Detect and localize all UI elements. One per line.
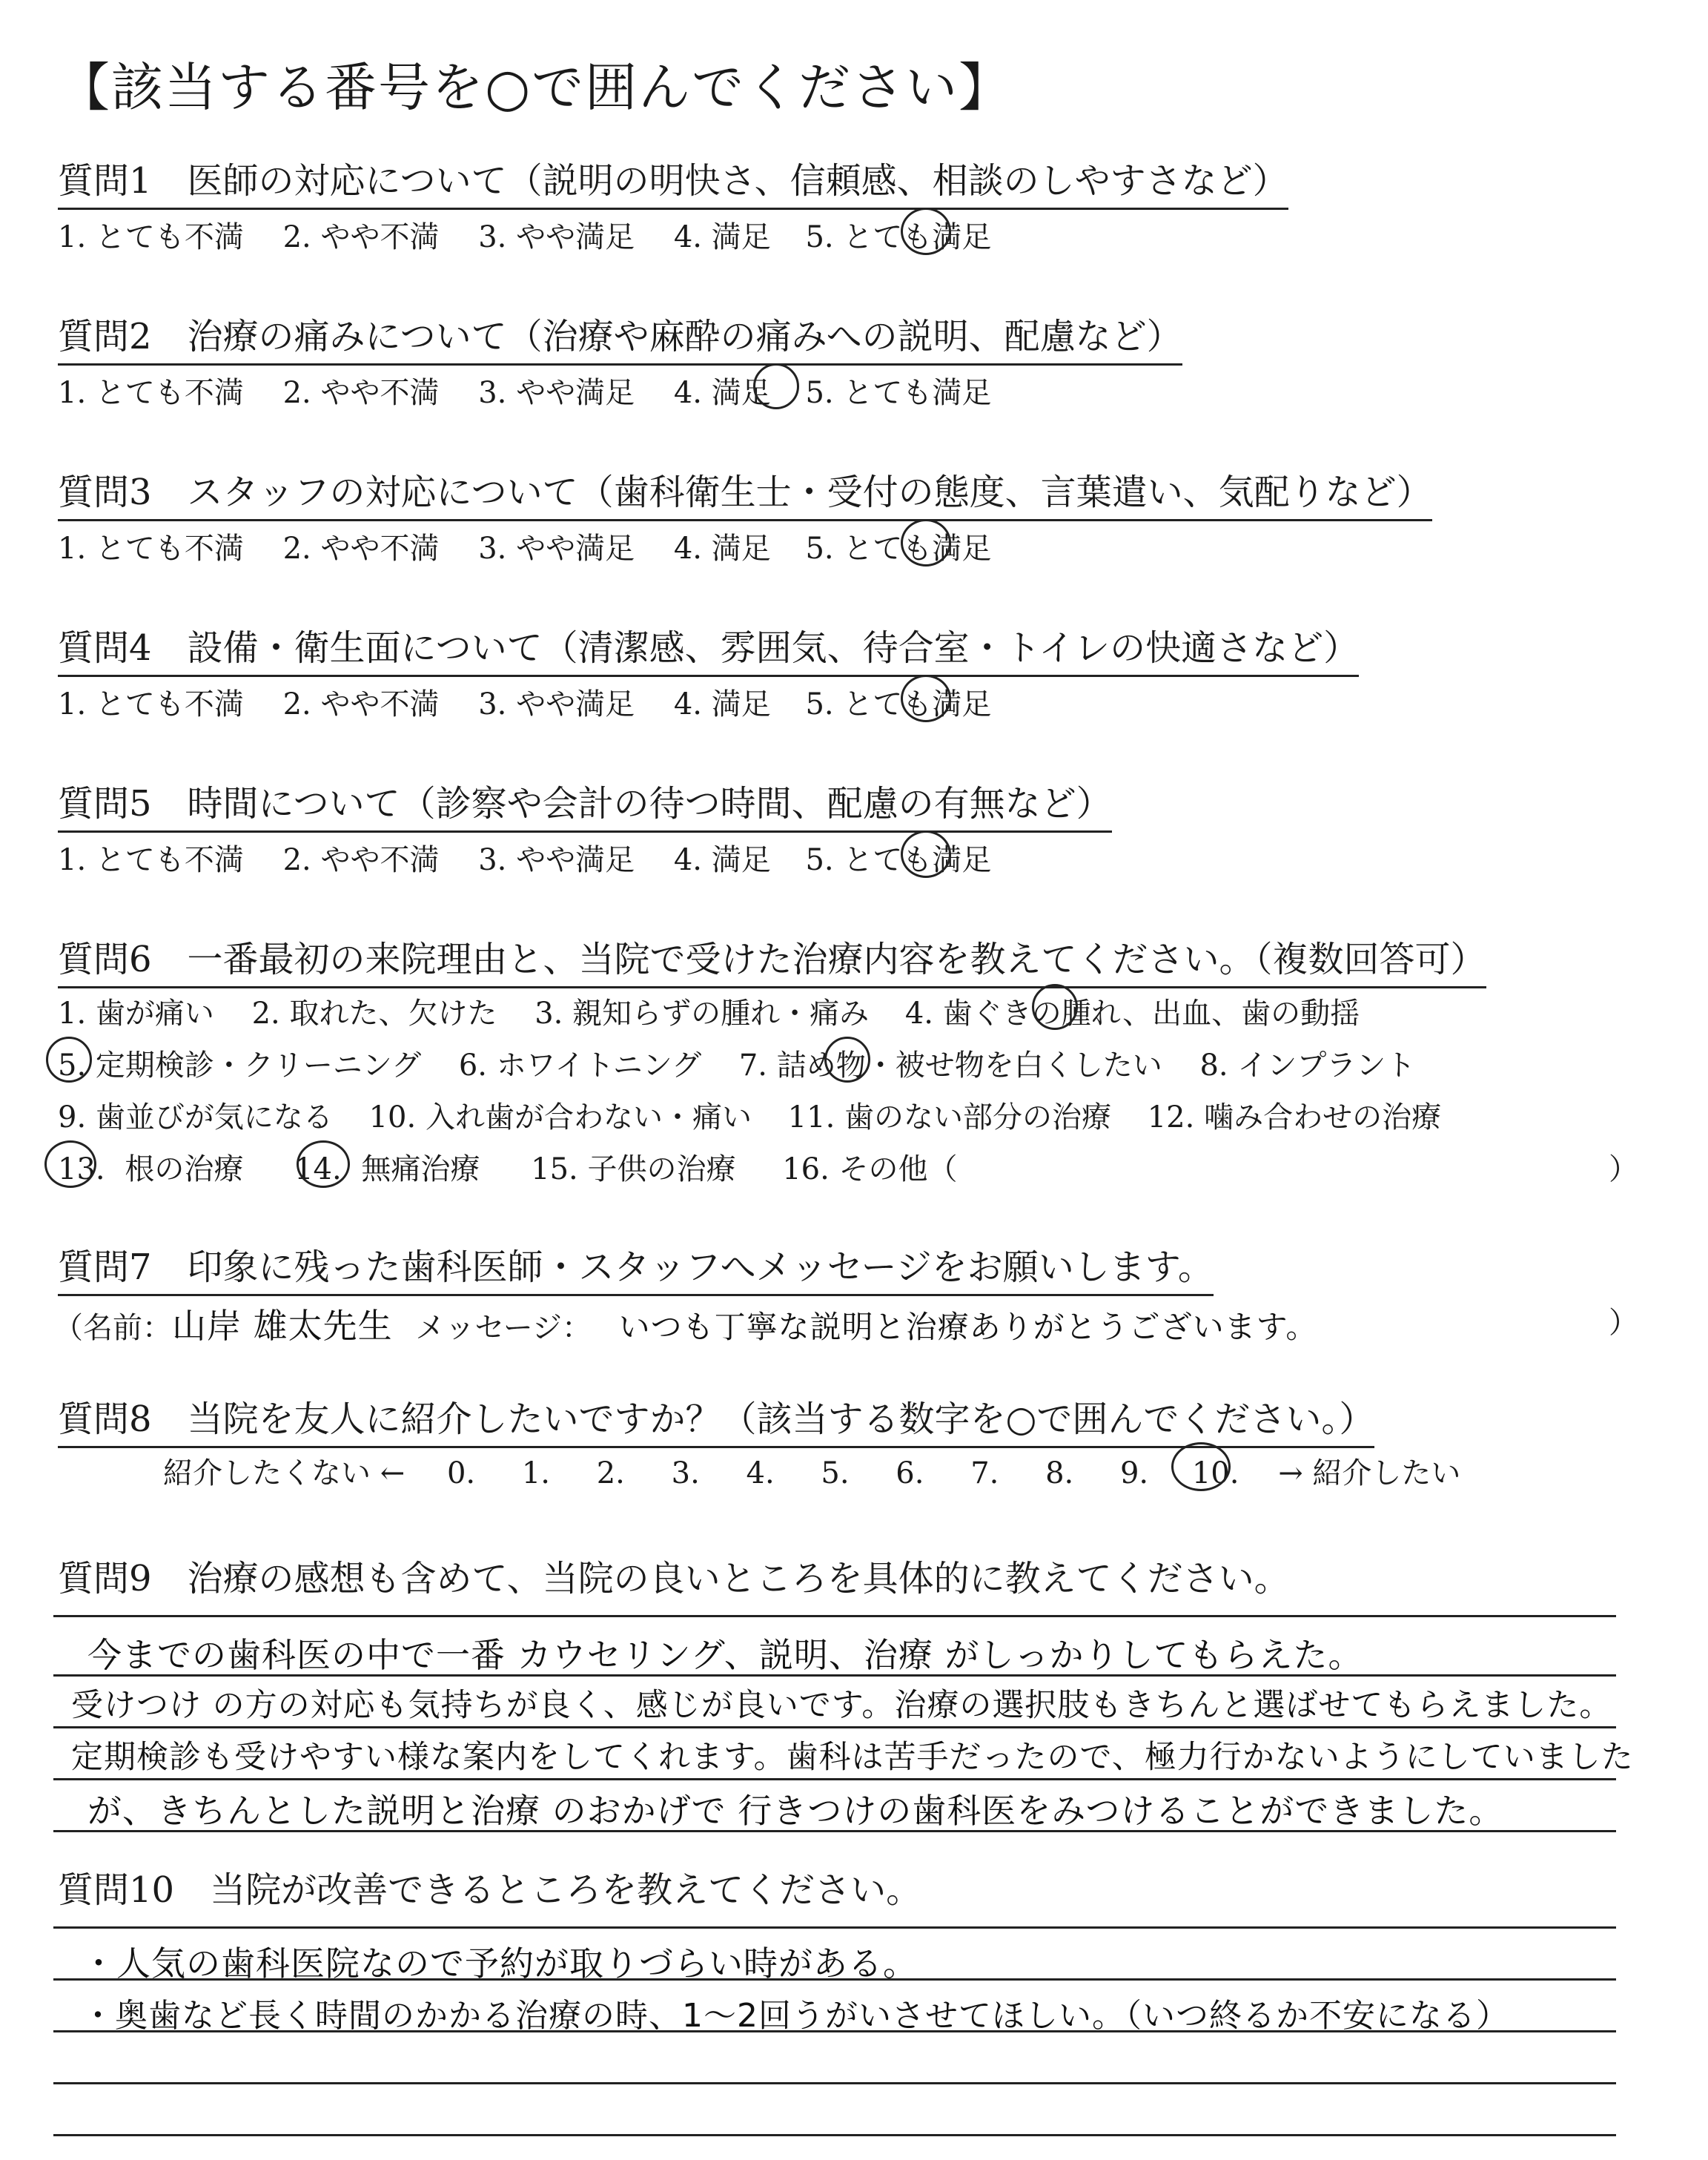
question-6-line-4 — [58, 1146, 958, 1188]
scale-value: 4. — [746, 1456, 775, 1490]
answer-line — [53, 1778, 1616, 1780]
option-label: 満足 — [711, 532, 771, 566]
option-label: 歯ぐきの腫れ、出血、歯の動揺 — [942, 997, 1360, 1031]
option-number: 3. — [478, 843, 507, 877]
option-label: 無痛治療 — [361, 1152, 480, 1186]
scale-value-selected: 10. — [1191, 1456, 1239, 1490]
option-number: 2. — [282, 843, 311, 877]
scale-value: 2. — [596, 1456, 625, 1490]
question-6-line-1 — [58, 990, 1360, 1032]
answer-line — [53, 2134, 1616, 2136]
option-number: 10. — [368, 1100, 417, 1135]
question-6-heading: 質問6 一番最初の来院理由と、当院で受けた治療内容を教えてください。（複数回答可） — [58, 931, 1486, 988]
scale-value: 3. — [671, 1456, 700, 1490]
option-number: 3. — [534, 997, 563, 1031]
message-label: メッセージ： — [415, 1311, 592, 1345]
option-number-selected: 4. — [904, 997, 933, 1031]
scale-right-label: → 紹介したい — [1278, 1456, 1461, 1490]
scale-value: 0. — [446, 1456, 476, 1490]
option-number-selected: 14. — [294, 1152, 342, 1186]
option-label: やや満足 — [516, 843, 635, 877]
selection-circle — [824, 1037, 870, 1083]
answer-line — [53, 1926, 1616, 1929]
option-label: とても不満 — [95, 532, 244, 566]
question-3-options — [58, 525, 991, 567]
option-number: 2. — [282, 376, 311, 410]
question-1-options — [58, 214, 991, 256]
option-number-selected: 5. — [805, 843, 834, 877]
selection-circle — [1032, 984, 1078, 1030]
option-number-selected: 5. — [805, 220, 834, 254]
option-number: 2. — [282, 532, 311, 566]
answer-line-text: 今までの歯科医の中で一番 カウセリング、説明、治療 がしっかりしてもらえた。 — [87, 1635, 1363, 1675]
option-label: 取れた、欠けた — [289, 997, 497, 1031]
option-number-selected: 7. — [738, 1048, 767, 1083]
option-label: とても不満 — [95, 843, 244, 877]
option-number: 1. — [58, 843, 87, 877]
option-number: 12. — [1147, 1100, 1195, 1135]
option-label: 満足 — [711, 687, 771, 721]
question-10-heading: 質問10 当院が改善できるところを教えてください。 — [58, 1869, 922, 1911]
name-label: （名前： — [53, 1311, 172, 1345]
option-number: 1. — [58, 220, 87, 254]
option-number-selected: 5. — [805, 532, 834, 566]
scale-left-label: 紹介したくない ← — [163, 1456, 406, 1490]
option-label: 子供の治療 — [587, 1152, 736, 1186]
option-label: ホワイトニング — [496, 1048, 702, 1083]
option-number: 11. — [787, 1100, 835, 1135]
option-number: 3. — [478, 532, 507, 566]
option-number: 15. — [531, 1152, 578, 1186]
option-label: やや満足 — [516, 687, 635, 721]
answer-line-text: ・奥歯など長く時間のかかる治療の時、1〜2回うがいさせてほしい。（いつ終るか不安になる） — [82, 1997, 1509, 2035]
option-number: 8. — [1199, 1048, 1228, 1083]
question-7-answer — [53, 1299, 1317, 1348]
scale-value: 1. — [521, 1456, 551, 1490]
question-5-options — [58, 836, 991, 879]
question-5-heading: 質問5 時間について（診察や会計の待つ時間、配慮の有無など） — [58, 775, 1112, 833]
selection-circle — [753, 363, 799, 409]
question-8-heading: 質問8 当院を友人に紹介したいですか？（該当する数字を○で囲んでください。） — [58, 1390, 1374, 1448]
option-label: 定期検診・クリーニング — [95, 1048, 422, 1083]
selection-circle — [44, 1140, 96, 1188]
option-label: やや不満 — [320, 687, 440, 721]
option-label: 噛み合わせの治療 — [1204, 1100, 1442, 1135]
recommend-scale — [163, 1450, 1460, 1492]
answer-line-text: ・人気の歯科医院なので予約が取りづらい時がある。 — [82, 1943, 918, 1984]
option-label: 満足 — [711, 220, 771, 254]
option-label: インプラント — [1237, 1048, 1416, 1083]
option-label: 歯並びが気になる — [95, 1100, 333, 1135]
option-number: 4. — [673, 532, 702, 566]
question-7-heading: 質問7 印象に残った歯科医師・スタッフへメッセージをお願いします。 — [58, 1238, 1214, 1296]
option-number: 4. — [673, 687, 702, 721]
question-6-line-2 — [58, 1042, 1415, 1084]
selection-circle — [901, 830, 951, 878]
option-label: やや不満 — [320, 843, 440, 877]
selection-circle — [901, 208, 951, 255]
question-4-heading: 質問4 設備・衛生面について（清潔感、雰囲気、待合室・トイレの快適さなど） — [58, 619, 1359, 677]
option-label: とても不満 — [95, 220, 244, 254]
option-label: とても満足 — [843, 843, 992, 877]
selection-circle — [901, 519, 951, 567]
option-number: 4. — [673, 843, 702, 877]
option-label: やや満足 — [516, 532, 635, 566]
question-9-heading: 質問9 治療の感想も含めて、当院の良いところを具体的に教えてください。 — [58, 1558, 1290, 1599]
other-close-paren: ） — [1609, 1152, 1638, 1186]
option-number: 1. — [58, 997, 87, 1031]
scale-value: 8. — [1045, 1456, 1074, 1490]
option-label: とても不満 — [95, 687, 244, 721]
scale-value: 6. — [896, 1456, 924, 1490]
option-label: 歯のない部分の治療 — [844, 1100, 1112, 1135]
option-number-selected: 5. — [805, 687, 834, 721]
option-label: とても満足 — [843, 687, 992, 721]
option-label: やや満足 — [516, 376, 635, 410]
page-title: 【該当する番号を○で囲んでください】 — [58, 57, 1013, 118]
option-label: やや不満 — [320, 376, 440, 410]
option-number: 1. — [58, 376, 87, 410]
option-label: やや不満 — [320, 532, 440, 566]
option-label: 歯が痛い — [95, 997, 214, 1031]
option-number: 5. — [805, 376, 834, 410]
option-label: 満足 — [711, 376, 771, 410]
question-6-line-3 — [58, 1094, 1441, 1136]
answer-line — [53, 2082, 1616, 2084]
option-label: とても満足 — [843, 376, 992, 410]
name-value: 山岸 雄太先生 — [172, 1306, 393, 1346]
option-number: 1. — [58, 532, 87, 566]
question-2-heading: 質問2 治療の痛みについて（治療や麻酔の痛みへの説明、配慮など） — [58, 308, 1182, 366]
option-label: やや不満 — [320, 220, 440, 254]
option-label: 満足 — [711, 843, 771, 877]
option-label: やや満足 — [516, 220, 635, 254]
option-number: 16. — [782, 1152, 830, 1186]
option-label: とても満足 — [843, 532, 992, 566]
option-label: 親知らずの腫れ・痛み — [572, 997, 870, 1031]
option-number-selected: 13. — [58, 1152, 105, 1186]
option-number: 3. — [478, 220, 507, 254]
option-number: 2. — [282, 220, 311, 254]
message-value: いつも丁寧な説明と治療ありがとうございます。 — [618, 1309, 1318, 1345]
question-4-options — [58, 681, 991, 723]
option-number-selected: 4. — [673, 376, 702, 410]
option-label: その他（ — [838, 1152, 958, 1186]
option-number: 4. — [673, 220, 702, 254]
selection-circle — [901, 675, 951, 722]
option-label: とても不満 — [95, 376, 244, 410]
answer-line-text: が、きちんとした説明と治療 のおかげで 行きつけの歯科医をみつけることができました。 — [87, 1791, 1504, 1831]
option-number: 9. — [58, 1100, 87, 1135]
answer-line-text: 定期検診も受けやすい様な案内をしてくれます。歯科は苦手だったので、極力行かないようにしていました — [71, 1739, 1634, 1776]
option-number: 1. — [58, 687, 87, 721]
selection-circle — [297, 1140, 350, 1188]
question-2-options — [58, 369, 991, 412]
selection-circle — [46, 1037, 92, 1083]
option-label: とても満足 — [843, 220, 992, 254]
option-number: 3. — [478, 376, 507, 410]
answer-line — [53, 1615, 1616, 1617]
option-number-selected: 5. — [58, 1048, 87, 1083]
scale-value: 9. — [1119, 1456, 1149, 1490]
selection-circle — [1171, 1442, 1231, 1491]
answer-line-text: 受けつけ の方の対応も気持ちが良く、感じが良いです。治療の選択肢もきちんと選ばせてもらえました。 — [71, 1687, 1612, 1724]
question-3-heading: 質問3 スタッフの対応について（歯科衛生士・受付の態度、言葉遣い、気配りなど） — [58, 463, 1432, 521]
message-close-paren: ） — [1609, 1306, 1638, 1340]
option-number: 6. — [458, 1048, 487, 1083]
scale-value: 5. — [821, 1456, 850, 1490]
option-number: 3. — [478, 687, 507, 721]
option-label: 根の治療 — [125, 1152, 244, 1186]
question-1-heading: 質問1 医師の対応について（説明の明快さ、信頼感、相談のしやすさなど） — [58, 152, 1288, 210]
answer-line — [53, 1726, 1616, 1728]
option-label: 入れ歯が合わない・痛い — [425, 1100, 752, 1135]
option-number: 2. — [282, 687, 311, 721]
option-number: 2. — [251, 997, 280, 1031]
option-label: 詰め物・被せ物を白くしたい — [776, 1048, 1162, 1083]
scale-value: 7. — [970, 1456, 999, 1490]
